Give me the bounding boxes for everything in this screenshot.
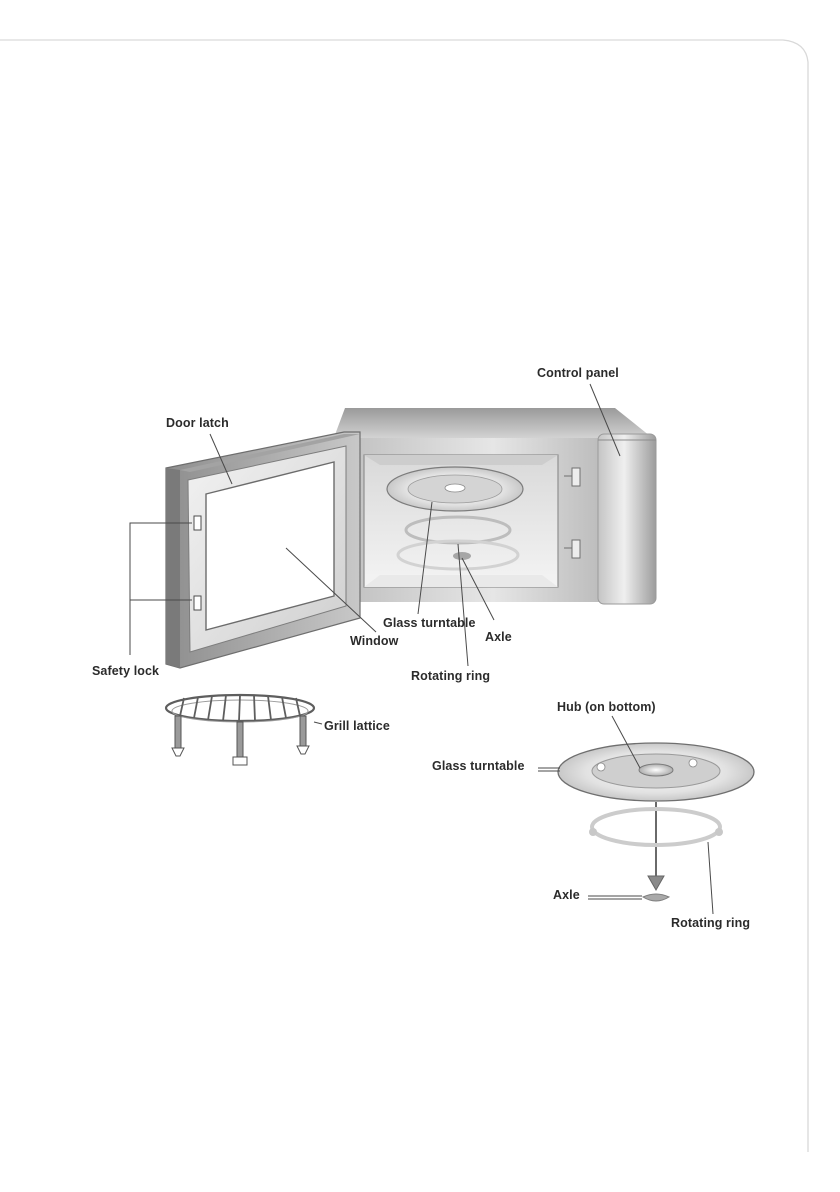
label-control-panel: Control panel	[537, 366, 619, 380]
control-panel	[598, 434, 656, 604]
label-axle-detail: Axle	[553, 888, 580, 902]
detail-hub	[639, 764, 673, 776]
microwave	[332, 408, 656, 604]
label-hub: Hub (on bottom)	[557, 700, 656, 714]
axis-arrow-head	[648, 876, 664, 890]
label-safety-lock: Safety lock	[92, 664, 160, 678]
door	[166, 432, 360, 668]
safety-lock-bottom	[194, 596, 201, 610]
label-grill-lattice: Grill lattice	[324, 719, 390, 733]
detail-axle	[643, 894, 669, 901]
label-rotating-ring-main: Rotating ring	[411, 669, 491, 683]
label-axle-main: Axle	[485, 630, 512, 644]
grill-lattice	[166, 695, 314, 765]
label-door-latch: Door latch	[166, 416, 229, 430]
label-glass-turntable-detail: Glass turntable	[432, 759, 525, 773]
label-window: Window	[350, 634, 399, 648]
safety-lock-top	[194, 516, 201, 530]
label-glass-turntable-main: Glass turntable	[383, 616, 476, 630]
label-rotating-ring-detail: Rotating ring	[671, 916, 751, 930]
turntable-detail	[558, 743, 754, 901]
